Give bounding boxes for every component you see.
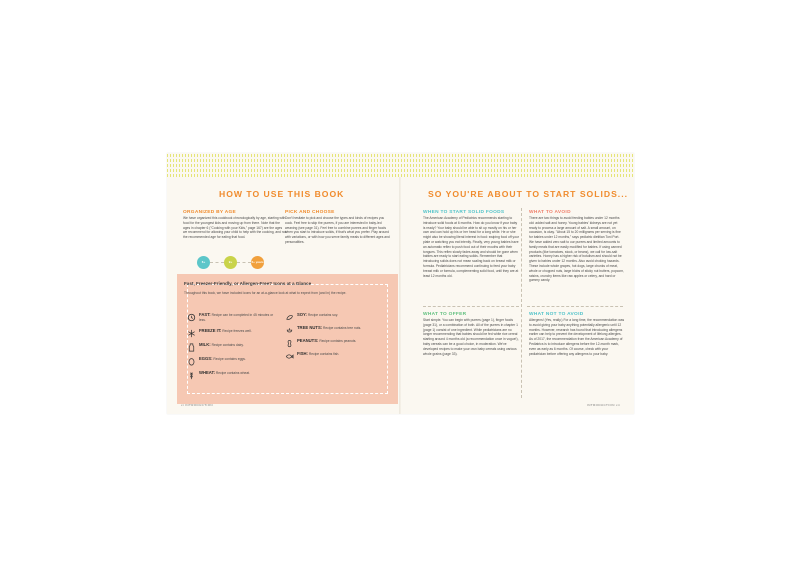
- icon-legend-soy: SOY: Recipe contains soy.: [285, 313, 380, 322]
- icons-box-intro: Throughout this book, we have included icons for an at-a-glance look at what to expect from (and in) the recipe.: [184, 291, 347, 295]
- left-footer: xi INTRODUCTION: [181, 403, 213, 407]
- pick-text: Don't hesitate to pick and choose the types and kinds of recipes you cook. Feel free to skip the purees, if you are interested in baby-led weaning (see page 31). Feel free to combine purees and finger foods when you start to introduce solids, if that's what you prefer. Play around with variations, or with how you serve family meals to different ages and personalities.: [285, 216, 390, 244]
- stage-9-months: 9+: [224, 256, 237, 269]
- offer-text: Start simple. You can begin with purees (page 1), finger foods (page 31), or a combination of both. All of the purees in chapter 1 (page 1) consist of one ingredient. While pediatricians are no longer recommending that babies should be fed white rice cereal starting around 4 months old (a recommendation once in vogue!), baby cereals can be a good choice, in moderation. We've developed recipes to make your own baby cereals using various whole grains (page 33).: [423, 318, 519, 356]
- icon-legend-freeze: FREEZE IT: Recipe freezes well.: [187, 329, 279, 338]
- snowflake-icon: [187, 329, 196, 338]
- decorative-pattern-band: [167, 153, 634, 177]
- column-divider: [521, 208, 522, 398]
- book-spread: [167, 153, 634, 414]
- age-stages: [197, 256, 273, 270]
- offer-heading: WHAT TO OFFER: [423, 312, 467, 317]
- right-page-title: SO YOU'RE ABOUT TO START SOLIDS...: [428, 189, 628, 199]
- clock-icon: [187, 313, 196, 322]
- left-section-divider: [423, 306, 519, 307]
- fish-icon: [285, 352, 294, 361]
- icon-legend-eggs: EGGS: Recipe contains eggs.: [187, 357, 279, 366]
- avoid-text: There are two things to avoid feeding babies under 12 months old: added salt and honey. Young babies' kidneys are not yet ready to process a large amount of salt. A small amount, on occasion, is okay. "About 15 to 20 milligrams per serving is fine for babies under 12 months," says pediatric dietitian Toni Port. We have added zero salt to our purees and limited amounts to family meals that are easily modified for babies. If using canned products (like tomatoes, stock, or beans), we call for low-salt varieties. Honey has a higher risk of botulism and should not be given to babies under 12 months. Also avoid choking hazards. These include whole grapes, hot dogs, large chunks of meat, whole or chopped nuts, large blobs of sticky nut butters, popcorn, raisins, crunchy items like raw apples or celery, and hard or gummy candy.: [529, 216, 625, 283]
- right-section-divider: [527, 306, 623, 307]
- avoid-not-text: Allergens! (Yes, really.) For a long time, the recommendation was to avoid giving your baby anything potentially allergenic until 12 months. However, research has found that introducing allergens earlier can help to prevent the development of lifelong allergies. As of 2017, the recommendation from the American Academy of Pediatrics is to introduce allergens before the 12-month mark, even as early as 6 months. Of course, check with your pediatrician before offering any allergens to your baby.: [529, 318, 625, 356]
- icons-box-title: Fast, Freezer-Friendly, or Allergen-Free? Icons at a Glance: [184, 281, 312, 286]
- avoid-not-heading: WHAT NOT TO AVOID: [529, 312, 584, 317]
- icon-legend-wheat: WHEAT: Recipe contains wheat.: [187, 371, 279, 380]
- peanut-icon: [285, 339, 294, 348]
- icon-legend-peanuts: PEANUTS: Recipe contains peanuts.: [285, 339, 380, 348]
- milk-icon: [187, 343, 196, 352]
- pick-heading: PICK AND CHOOSE: [285, 210, 335, 215]
- right-footer: INTRODUCTION xii: [587, 403, 621, 407]
- icon-legend-fish: FISH: Recipe contains fish.: [285, 352, 380, 361]
- book-gutter: [399, 177, 401, 414]
- soy-icon: [285, 313, 294, 322]
- wheat-icon: [187, 371, 196, 380]
- organized-heading: ORGANIZED BY AGE: [183, 210, 237, 215]
- organized-text: We have organized this cookbook chronologically by age, starting with food for the youngest kids and moving up from there. Note that the ages in chapter 6 ("Cooking with your Kids," page 167) are the ages we recommend for allowing your child to help with the cooking, and not the recommended age for eating that food.: [183, 216, 287, 240]
- stage-2-years: 2+ years: [251, 256, 264, 269]
- egg-icon: [187, 357, 196, 366]
- when-text: The American Academy of Pediatrics recommends starting to introduce solid foods at 6 months. How do you know if your baby is ready? Your baby should be able to sit up mostly on his or her own and can hold up his or her head for a long while. He or she might also be showing literal interest in food: swiping food off your plate or watching you eat intently. Finally, very young babies have an automatic reflex to push food out of their mouths with their tongues. This reflex slowly fades away and should be gone when babies are ready to start eating solids. Remember that introducing solids does not mean scaling back on breast milk or formula. Pediatricians recommend continuing to feed your baby breast milk or formula, complementing solid food, until they are at least 12 months old.: [423, 216, 519, 278]
- tree-nut-icon: [285, 326, 294, 335]
- icon-legend-tree-nuts: TREE NUTS: Recipe contains tree nuts.: [285, 326, 380, 335]
- icon-legend-milk: MILK: Recipe contains dairy.: [187, 343, 279, 352]
- when-heading: WHEN TO START SOLID FOODS: [423, 210, 505, 215]
- stage-6-months: 6+: [197, 256, 210, 269]
- icon-legend-fast: FAST: Recipe can be completed in 45 minutes or less.: [187, 313, 279, 322]
- left-page-title: HOW TO USE THIS BOOK: [219, 189, 345, 199]
- avoid-heading: WHAT TO AVOID: [529, 210, 571, 215]
